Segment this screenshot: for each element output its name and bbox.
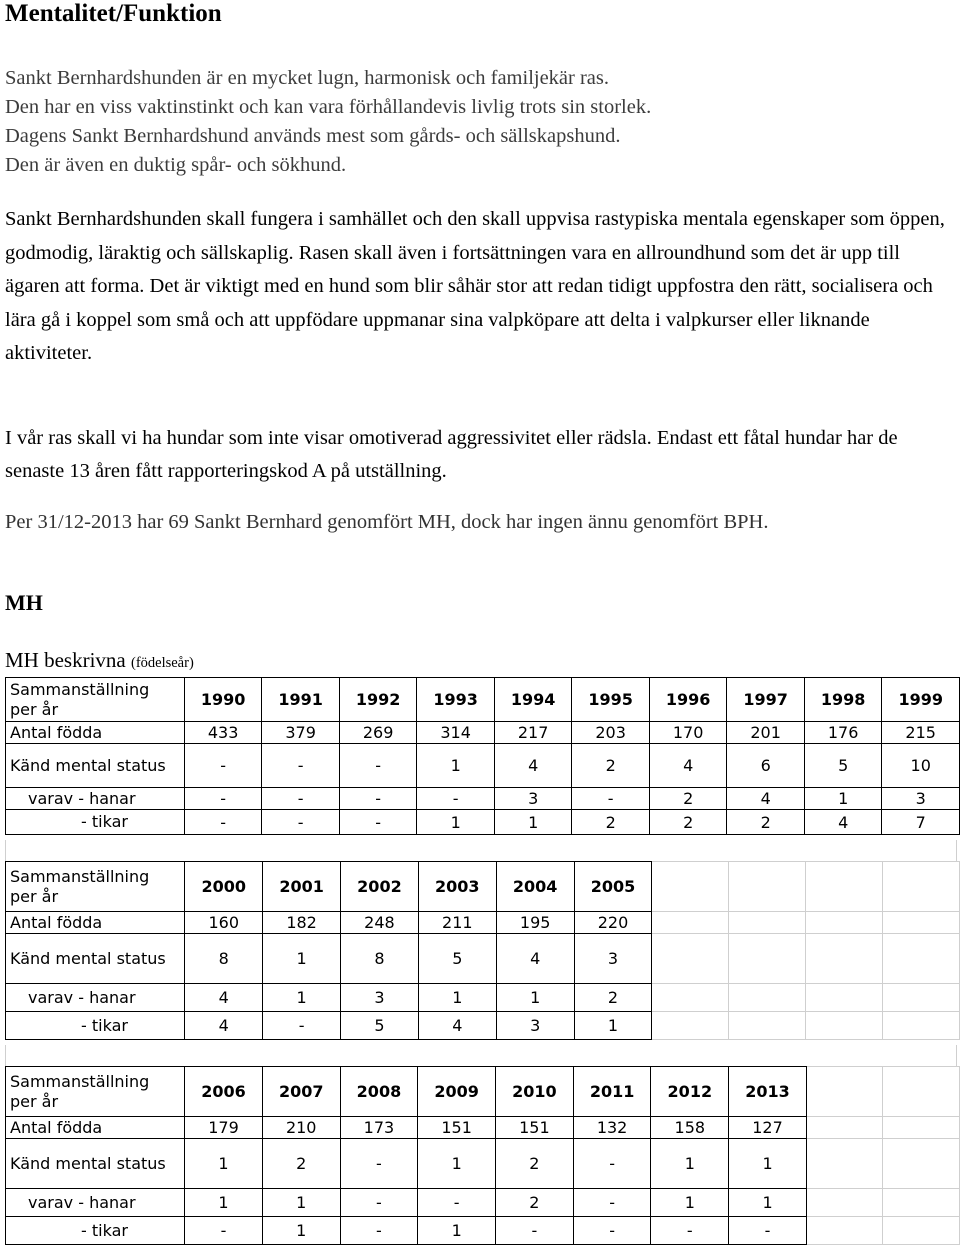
value-cell: - xyxy=(184,810,262,835)
value-cell: 1 xyxy=(263,984,341,1012)
value-cell: 203 xyxy=(572,722,650,744)
value-cell: 1 xyxy=(417,744,495,788)
row-label: - tikar xyxy=(6,1012,185,1040)
females-row xyxy=(6,1217,960,1245)
value-cell: 2 xyxy=(649,788,727,810)
empty-cell xyxy=(729,862,806,912)
empty-cell xyxy=(806,912,883,934)
value-cell: 3 xyxy=(882,788,960,810)
row-label: Känd mental status xyxy=(6,1139,185,1189)
empty-cell xyxy=(883,1067,960,1117)
value-cell: 3 xyxy=(341,984,419,1012)
value-cell: 1 xyxy=(729,1139,807,1189)
mh-heading: MH xyxy=(5,590,43,615)
empty-cell xyxy=(806,862,883,912)
empty-cell xyxy=(652,934,729,984)
empty-cell xyxy=(652,912,729,934)
empty-cell xyxy=(729,1012,806,1040)
value-cell: - xyxy=(340,1217,418,1245)
value-cell: - xyxy=(417,788,495,810)
year-cell: 1998 xyxy=(804,678,882,722)
value-cell: 2 xyxy=(574,984,652,1012)
empty-cell xyxy=(652,984,729,1012)
year-cell: 2010 xyxy=(496,1067,574,1117)
year-cell: 1997 xyxy=(727,678,805,722)
year-cell: 2011 xyxy=(573,1067,651,1117)
value-cell: 4 xyxy=(185,984,263,1012)
intro-line: Den har en viss vaktinstinkt och kan vara förhållandevis livlig trots sin storlek. xyxy=(5,96,652,118)
value-cell: 4 xyxy=(649,744,727,788)
value-cell: 1 xyxy=(417,810,495,835)
year-cell: 2012 xyxy=(651,1067,729,1117)
empty-cell xyxy=(883,912,960,934)
mentality-paragraph: Sankt Bernhardshunden skall fungera i samhället och den skall uppvisa rastypiska mentala egenskaper som öppen, godmodig, läraktig och sällskaplig. Rasen skall även i fortsättningen vara en allroundhund som det är upp till ägaren att forma. Det är viktigt med en hund som blir såhär stor att redan tidigt uppfostra den rätt, socialisera och lära gå i koppel som små och att uppfödare uppmanar sina valpköpare att delta i valpkurser eller liknande aktiviteter. xyxy=(5,208,945,364)
row-label: Sammanställning per år xyxy=(6,1067,185,1117)
born-row xyxy=(6,1117,960,1139)
page-title: Mentalitet/Funktion xyxy=(5,0,222,27)
empty-cell xyxy=(883,1139,960,1189)
value-cell: 215 xyxy=(882,722,960,744)
value-cell: 217 xyxy=(494,722,572,744)
value-cell: 7 xyxy=(882,810,960,835)
value-cell: 4 xyxy=(727,788,805,810)
value-cell: - xyxy=(340,1139,418,1189)
table-spacer xyxy=(5,1045,957,1066)
intro-line: Dagens Sankt Bernhardshund används mest som gårds- och sällskapshund. xyxy=(5,125,621,147)
value-cell: 269 xyxy=(339,722,417,744)
value-cell: 182 xyxy=(263,912,341,934)
empty-cell xyxy=(729,984,806,1012)
value-cell: - xyxy=(262,788,340,810)
value-cell: 151 xyxy=(418,1117,496,1139)
mh-status-paragraph: Per 31/12-2013 har 69 Sankt Bernhard genomfört MH, dock har ingen ännu genomfört BPH. xyxy=(5,511,769,533)
empty-cell xyxy=(806,1139,883,1189)
mh-description-note: (födelseår) xyxy=(130,655,194,671)
value-cell: - xyxy=(573,1189,651,1217)
year-cell: 1994 xyxy=(494,678,572,722)
value-cell: - xyxy=(339,788,417,810)
value-cell: 3 xyxy=(574,934,652,984)
year-cell: 1990 xyxy=(184,678,262,722)
year-cell: 2007 xyxy=(262,1067,340,1117)
row-label: Känd mental status xyxy=(6,934,185,984)
mh-table xyxy=(5,1066,960,1245)
value-cell: - xyxy=(418,1189,496,1217)
born-row xyxy=(6,912,960,934)
table-spacer xyxy=(5,840,957,861)
empty-cell xyxy=(806,1067,883,1117)
value-cell: 176 xyxy=(804,722,882,744)
value-cell: - xyxy=(184,744,262,788)
value-cell: - xyxy=(263,1012,341,1040)
value-cell: 2 xyxy=(496,1189,574,1217)
value-cell: - xyxy=(573,1139,651,1189)
value-cell: 3 xyxy=(496,1012,574,1040)
empty-cell xyxy=(652,1012,729,1040)
value-cell: 4 xyxy=(496,934,574,984)
empty-cell xyxy=(806,1189,883,1217)
empty-cell xyxy=(806,1117,883,1139)
value-cell: 210 xyxy=(262,1117,340,1139)
row-label: Känd mental status xyxy=(6,744,185,788)
value-cell: 173 xyxy=(340,1117,418,1139)
mh-table xyxy=(5,677,960,835)
empty-cell xyxy=(883,862,960,912)
empty-cell xyxy=(652,862,729,912)
value-cell: - xyxy=(262,810,340,835)
value-cell: - xyxy=(184,788,262,810)
known-status-row xyxy=(6,1139,960,1189)
value-cell: 201 xyxy=(727,722,805,744)
value-cell: 2 xyxy=(572,744,650,788)
value-cell: 4 xyxy=(494,744,572,788)
empty-cell xyxy=(729,934,806,984)
row-label: - tikar xyxy=(6,1217,185,1245)
year-cell: 1999 xyxy=(882,678,960,722)
year-cell: 2004 xyxy=(496,862,574,912)
year-cell: 1993 xyxy=(417,678,495,722)
year-cell: 2009 xyxy=(418,1067,496,1117)
mh-table xyxy=(5,861,960,1040)
empty-cell xyxy=(806,1217,883,1245)
value-cell: 132 xyxy=(573,1117,651,1139)
value-cell: - xyxy=(496,1217,574,1245)
value-cell: 4 xyxy=(804,810,882,835)
value-cell: 3 xyxy=(494,788,572,810)
year-cell: 2006 xyxy=(185,1067,263,1117)
males-row xyxy=(6,788,960,810)
mh-description xyxy=(5,648,194,673)
value-cell: - xyxy=(339,744,417,788)
value-cell: 1 xyxy=(729,1189,807,1217)
empty-cell xyxy=(806,934,883,984)
value-cell: 179 xyxy=(185,1117,263,1139)
value-cell: 1 xyxy=(496,984,574,1012)
empty-cell xyxy=(883,1012,960,1040)
row-label: - tikar xyxy=(6,810,185,835)
summary-row xyxy=(6,862,960,912)
year-cell: 1995 xyxy=(572,678,650,722)
year-cell: 2008 xyxy=(340,1067,418,1117)
value-cell: 5 xyxy=(804,744,882,788)
value-cell: 5 xyxy=(418,934,496,984)
empty-cell xyxy=(806,984,883,1012)
value-cell: - xyxy=(729,1217,807,1245)
known-status-row xyxy=(6,744,960,788)
mh-description-text: MH beskrivna xyxy=(5,648,126,672)
empty-cell xyxy=(729,912,806,934)
value-cell: 248 xyxy=(341,912,419,934)
value-cell: - xyxy=(340,1189,418,1217)
value-cell: 1 xyxy=(418,1139,496,1189)
value-cell: - xyxy=(651,1217,729,1245)
summary-row xyxy=(6,1067,960,1117)
value-cell: 1 xyxy=(185,1189,263,1217)
year-cell: 2013 xyxy=(729,1067,807,1117)
value-cell: 1 xyxy=(651,1189,729,1217)
value-cell: 2 xyxy=(572,810,650,835)
intro-paragraph xyxy=(5,64,955,180)
value-cell: 8 xyxy=(185,934,263,984)
value-cell: 1 xyxy=(418,984,496,1012)
row-label: Sammanställning per år xyxy=(6,862,185,912)
value-cell: 314 xyxy=(417,722,495,744)
empty-cell xyxy=(883,1189,960,1217)
value-cell: 2 xyxy=(262,1139,340,1189)
females-row xyxy=(6,810,960,835)
value-cell: 4 xyxy=(418,1012,496,1040)
value-cell: 158 xyxy=(651,1117,729,1139)
value-cell: 1 xyxy=(262,1217,340,1245)
value-cell: 1 xyxy=(651,1139,729,1189)
row-label: Antal födda xyxy=(6,912,185,934)
year-cell: 1991 xyxy=(262,678,340,722)
value-cell: 151 xyxy=(496,1117,574,1139)
value-cell: 127 xyxy=(729,1117,807,1139)
value-cell: 160 xyxy=(185,912,263,934)
value-cell: - xyxy=(573,1217,651,1245)
value-cell: 1 xyxy=(804,788,882,810)
value-cell: 2 xyxy=(727,810,805,835)
row-label: varav - hanar xyxy=(6,1189,185,1217)
value-cell: 433 xyxy=(184,722,262,744)
empty-cell xyxy=(883,934,960,984)
males-row xyxy=(6,984,960,1012)
value-cell: 195 xyxy=(496,912,574,934)
value-cell: - xyxy=(262,744,340,788)
year-cell: 1996 xyxy=(649,678,727,722)
empty-cell xyxy=(883,1117,960,1139)
year-cell: 2002 xyxy=(341,862,419,912)
year-cell: 2000 xyxy=(185,862,263,912)
value-cell: - xyxy=(185,1217,263,1245)
row-label: varav - hanar xyxy=(6,984,185,1012)
value-cell: 1 xyxy=(494,810,572,835)
year-cell: 2005 xyxy=(574,862,652,912)
empty-cell xyxy=(883,1217,960,1245)
row-label: varav - hanar xyxy=(6,788,185,810)
row-label: Antal födda xyxy=(6,1117,185,1139)
summary-row xyxy=(6,678,960,722)
row-label: Antal födda xyxy=(6,722,185,744)
aggression-paragraph: I vår ras skall vi ha hundar som inte visar omotiverad aggressivitet eller rädsla. Endast ett fåtal hundar har de senaste 13 åren fått rapporteringskod A på utställning. xyxy=(5,427,898,482)
empty-cell xyxy=(806,1012,883,1040)
row-label: Sammanställning per år xyxy=(6,678,185,722)
value-cell: 220 xyxy=(574,912,652,934)
value-cell: 10 xyxy=(882,744,960,788)
year-cell: 2003 xyxy=(418,862,496,912)
value-cell: 6 xyxy=(727,744,805,788)
females-row xyxy=(6,1012,960,1040)
intro-line: Sankt Bernhardshunden är en mycket lugn, harmonisk och familjekär ras. xyxy=(5,67,610,89)
year-cell: 1992 xyxy=(339,678,417,722)
value-cell: 5 xyxy=(341,1012,419,1040)
value-cell: 1 xyxy=(263,934,341,984)
intro-line: Den är även en duktig spår- och sökhund. xyxy=(5,154,347,176)
value-cell: 2 xyxy=(649,810,727,835)
year-cell: 2001 xyxy=(263,862,341,912)
known-status-row xyxy=(6,934,960,984)
value-cell: - xyxy=(572,788,650,810)
value-cell: 1 xyxy=(574,1012,652,1040)
value-cell: 379 xyxy=(262,722,340,744)
value-cell: 170 xyxy=(649,722,727,744)
value-cell: 1 xyxy=(418,1217,496,1245)
born-row xyxy=(6,722,960,744)
males-row xyxy=(6,1189,960,1217)
value-cell: 211 xyxy=(418,912,496,934)
value-cell: 2 xyxy=(496,1139,574,1189)
value-cell: 8 xyxy=(341,934,419,984)
value-cell: 4 xyxy=(185,1012,263,1040)
value-cell: 1 xyxy=(185,1139,263,1189)
value-cell: - xyxy=(339,810,417,835)
value-cell: 1 xyxy=(262,1189,340,1217)
empty-cell xyxy=(883,984,960,1012)
